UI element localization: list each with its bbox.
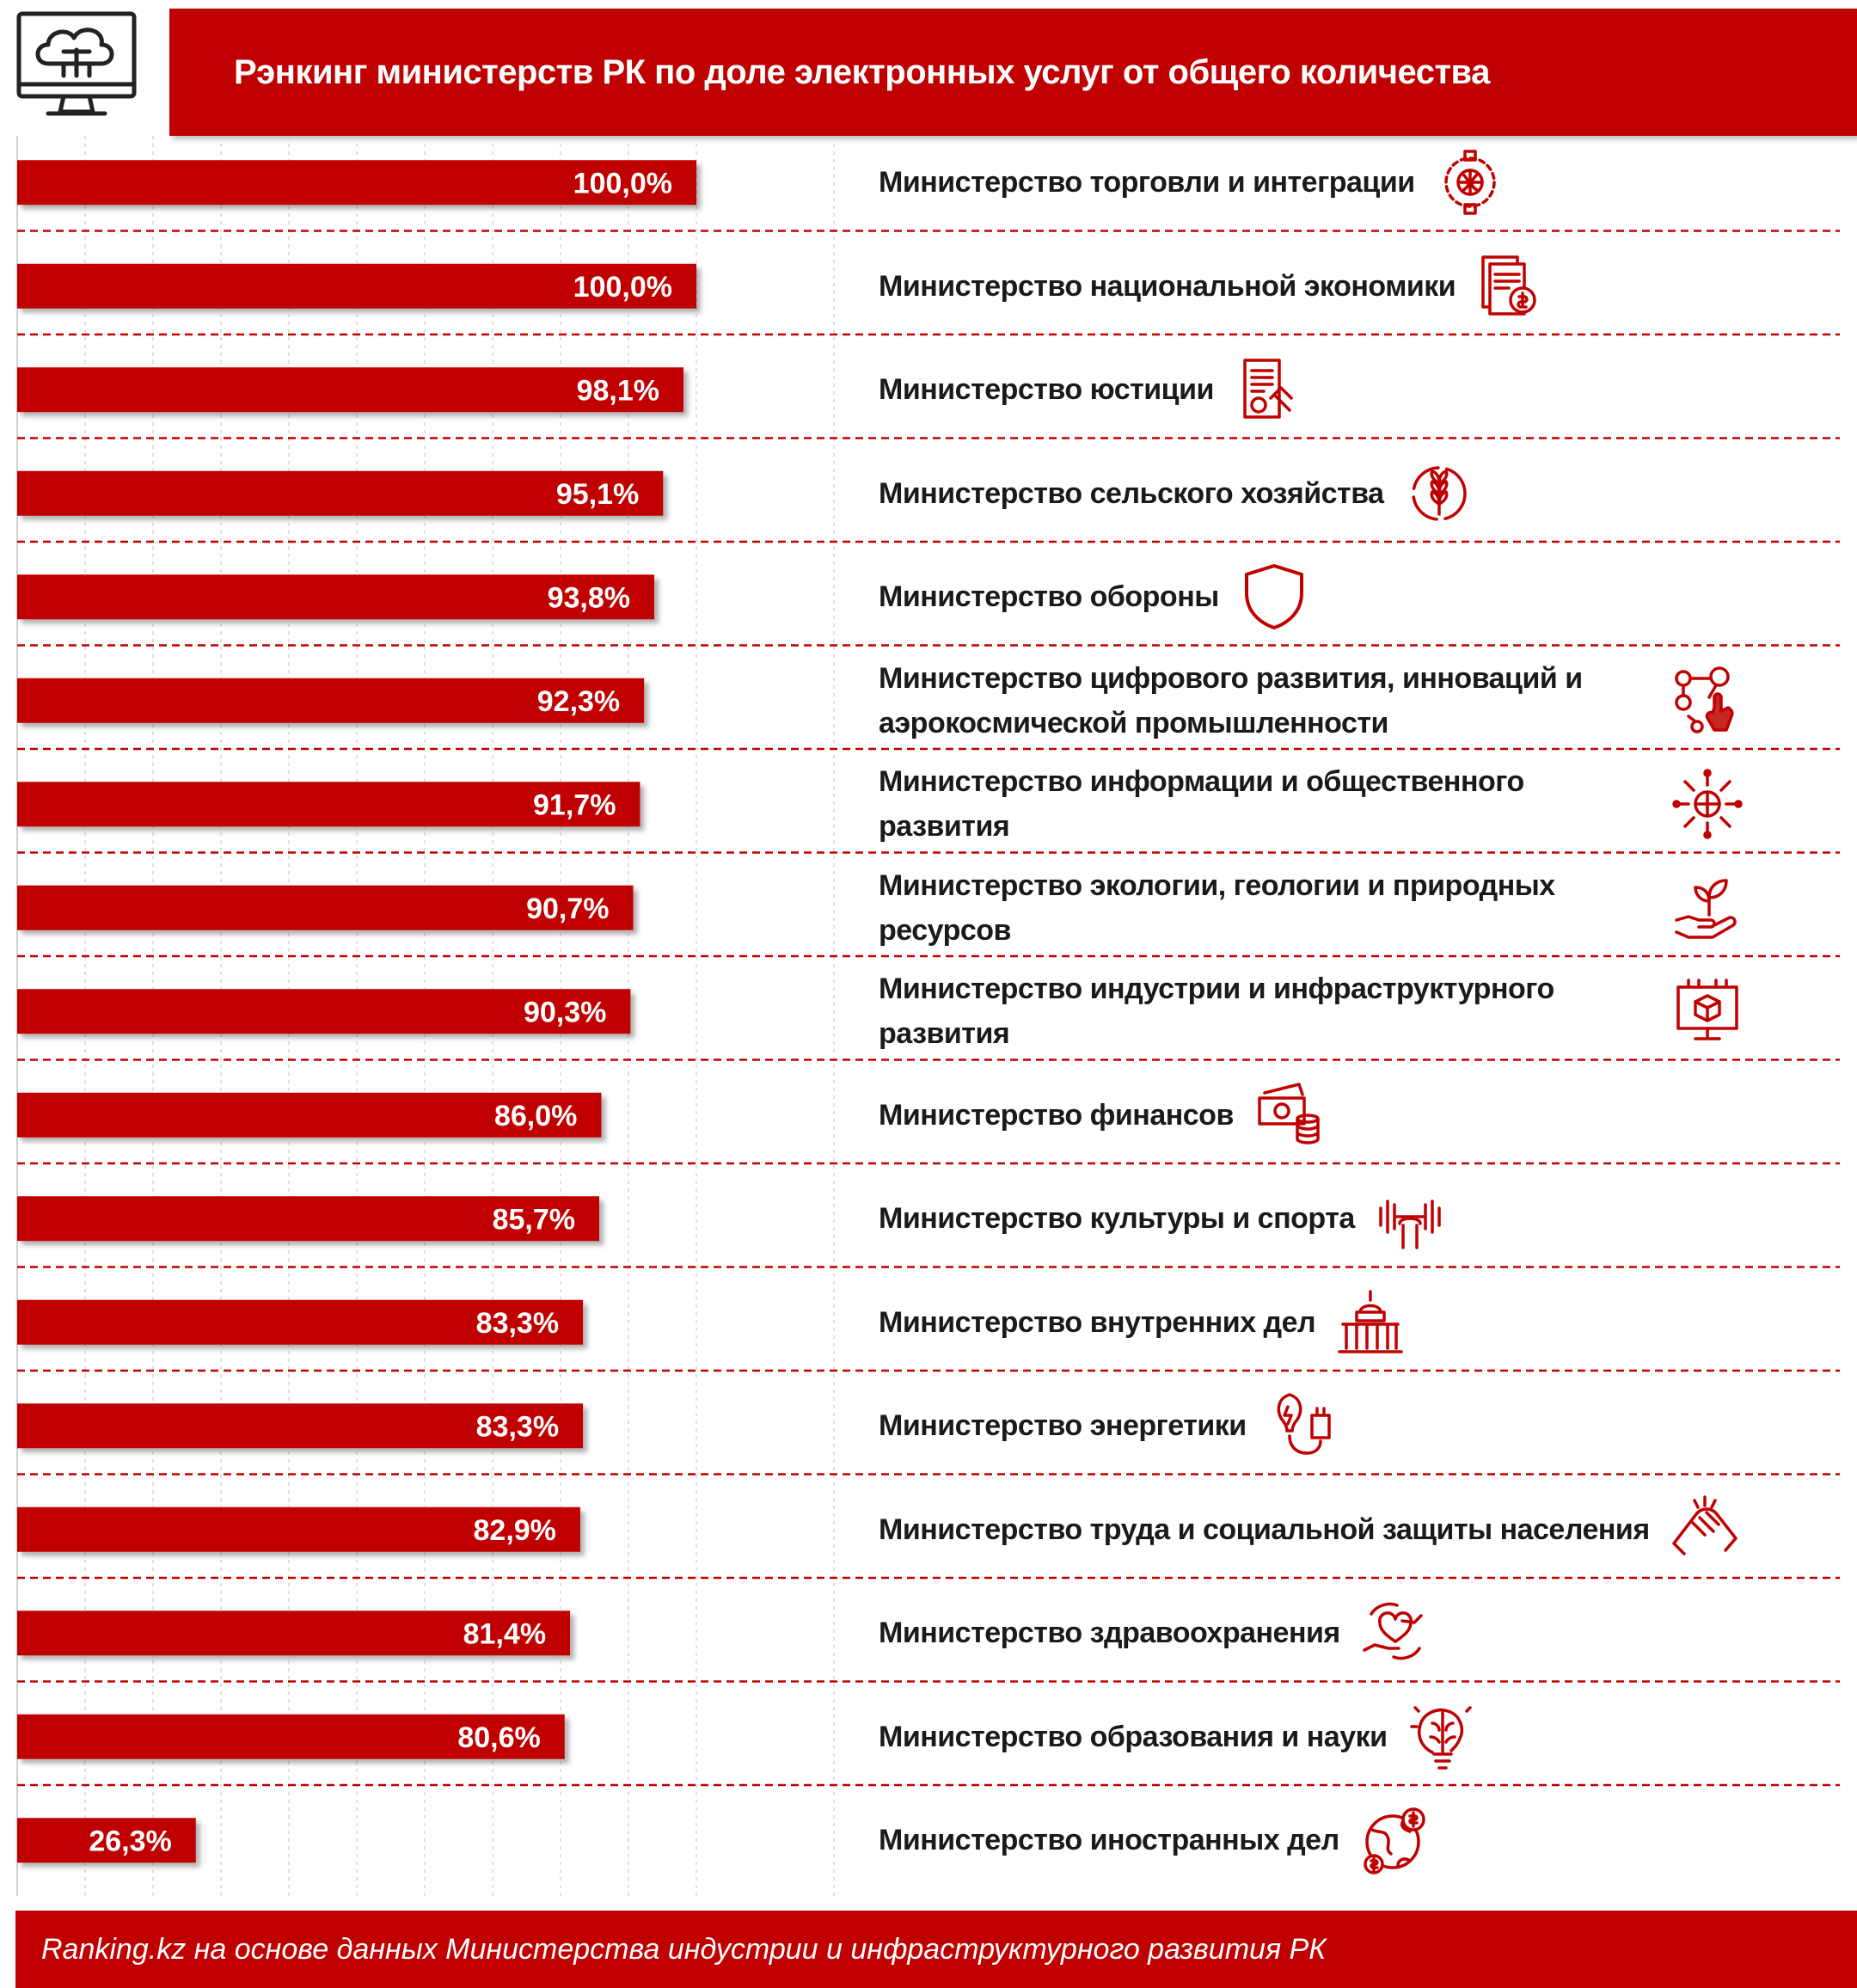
- dumbbell-icon: [1374, 1182, 1446, 1255]
- ministry-label: Министерство индустрии и инфраструктурного развития: [879, 973, 1554, 1051]
- money-coins-icon: [1253, 1079, 1325, 1151]
- ministry-label: Министерство внутренних дел: [879, 1305, 1316, 1339]
- value-label: 90,7%: [526, 892, 610, 925]
- value-label: 81,4%: [463, 1617, 547, 1651]
- wheat-icon: [1403, 457, 1475, 530]
- ministry-label: Министерство юстиции: [879, 373, 1214, 407]
- ministry-row: [879, 1175, 1842, 1261]
- globe-trade-icon: [1434, 146, 1506, 218]
- healthcare-heart-hands-icon: [1359, 1597, 1431, 1669]
- ministry-row: [879, 1279, 1842, 1365]
- ministry-label: Министерство национальной экономики: [879, 269, 1456, 303]
- digital-touch-network-icon: [1671, 665, 1744, 737]
- shield-icon: [1238, 561, 1310, 633]
- ministry-row: [879, 865, 1842, 951]
- ministry-row: [879, 1590, 1842, 1676]
- ministry-row: [879, 243, 1842, 329]
- value-label: 80,6%: [457, 1721, 541, 1754]
- government-building-icon: [1334, 1286, 1407, 1359]
- ministry-label: Министерство культуры и спорта: [879, 1202, 1355, 1236]
- value-label: 85,7%: [492, 1203, 576, 1236]
- value-label: 90,3%: [523, 996, 607, 1029]
- value-label: 83,3%: [475, 1306, 560, 1340]
- brain-lightbulb-icon: [1407, 1701, 1479, 1773]
- handshake-icon: [1669, 1494, 1741, 1566]
- ministry-label: Министерство иностранных дел: [879, 1824, 1339, 1857]
- ministry-label: Министерство торговли и интеграции: [879, 166, 1415, 199]
- ministry-row: [879, 968, 1842, 1054]
- value-label: 86,0%: [493, 1099, 578, 1132]
- ministry-row: [879, 1487, 1842, 1573]
- network-hub-icon: [1671, 768, 1744, 840]
- ministry-row: [879, 1383, 1842, 1469]
- ministry-row: [879, 761, 1842, 847]
- ministry-label: Министерство здравоохранения: [879, 1617, 1340, 1650]
- ministry-row: [879, 1797, 1842, 1883]
- ministry-row: [879, 658, 1842, 744]
- ministry-label: Министерство экологии, геологии и природных ресурсов: [879, 868, 1555, 947]
- value-label: 100,0%: [573, 167, 672, 200]
- value-label: 83,3%: [475, 1410, 560, 1444]
- value-label: 95,1%: [555, 477, 640, 511]
- value-label: 82,9%: [473, 1513, 556, 1547]
- ministry-row: [879, 1072, 1842, 1158]
- ministry-row: [879, 554, 1842, 640]
- energy-plug-icon: [1266, 1390, 1338, 1462]
- finance-documents-icon: [1474, 250, 1547, 322]
- monitor-cube-icon: [1671, 975, 1744, 1047]
- globe-currency-icon: [1358, 1804, 1431, 1876]
- source-text: Ranking.kz на основе данных Министерства индустрии и инфраструктурного развития РК: [41, 1932, 1327, 1966]
- ministry-label: Министерство обороны: [879, 580, 1219, 614]
- value-label: 91,7%: [533, 788, 616, 822]
- value-label: 98,1%: [576, 374, 659, 408]
- chart-title: Рэнкинг министерств РК по доле электронных услуг от общего количества: [234, 52, 1490, 91]
- value-label: 92,3%: [536, 684, 621, 718]
- ministry-row: [879, 139, 1842, 225]
- ministry-row: [879, 451, 1842, 537]
- ministry-label: Министерство информации и общественного развития: [879, 765, 1524, 844]
- value-label: 26,3%: [89, 1825, 172, 1858]
- ministry-label: Министерство образования и науки: [879, 1720, 1388, 1753]
- ministry-row: [879, 1694, 1842, 1780]
- ministry-label: Министерство энергетики: [879, 1409, 1247, 1443]
- ministry-label: Министерство труда и социальной защиты населения: [879, 1512, 1650, 1546]
- value-label: 100,0%: [573, 270, 672, 304]
- plant-in-hand-icon: [1671, 872, 1744, 944]
- ministry-row: [879, 347, 1842, 433]
- value-label: 93,8%: [547, 581, 631, 615]
- legal-document-gavel-icon: [1233, 353, 1305, 426]
- ministry-label: Министерство сельского хозяйства: [879, 476, 1384, 510]
- ministry-label: Министерство цифрового развития, инноваций и аэрокосмической промышленности: [879, 661, 1583, 739]
- source-footer: [15, 1911, 1857, 1988]
- ministry-label: Министерство финансов: [879, 1098, 1234, 1132]
